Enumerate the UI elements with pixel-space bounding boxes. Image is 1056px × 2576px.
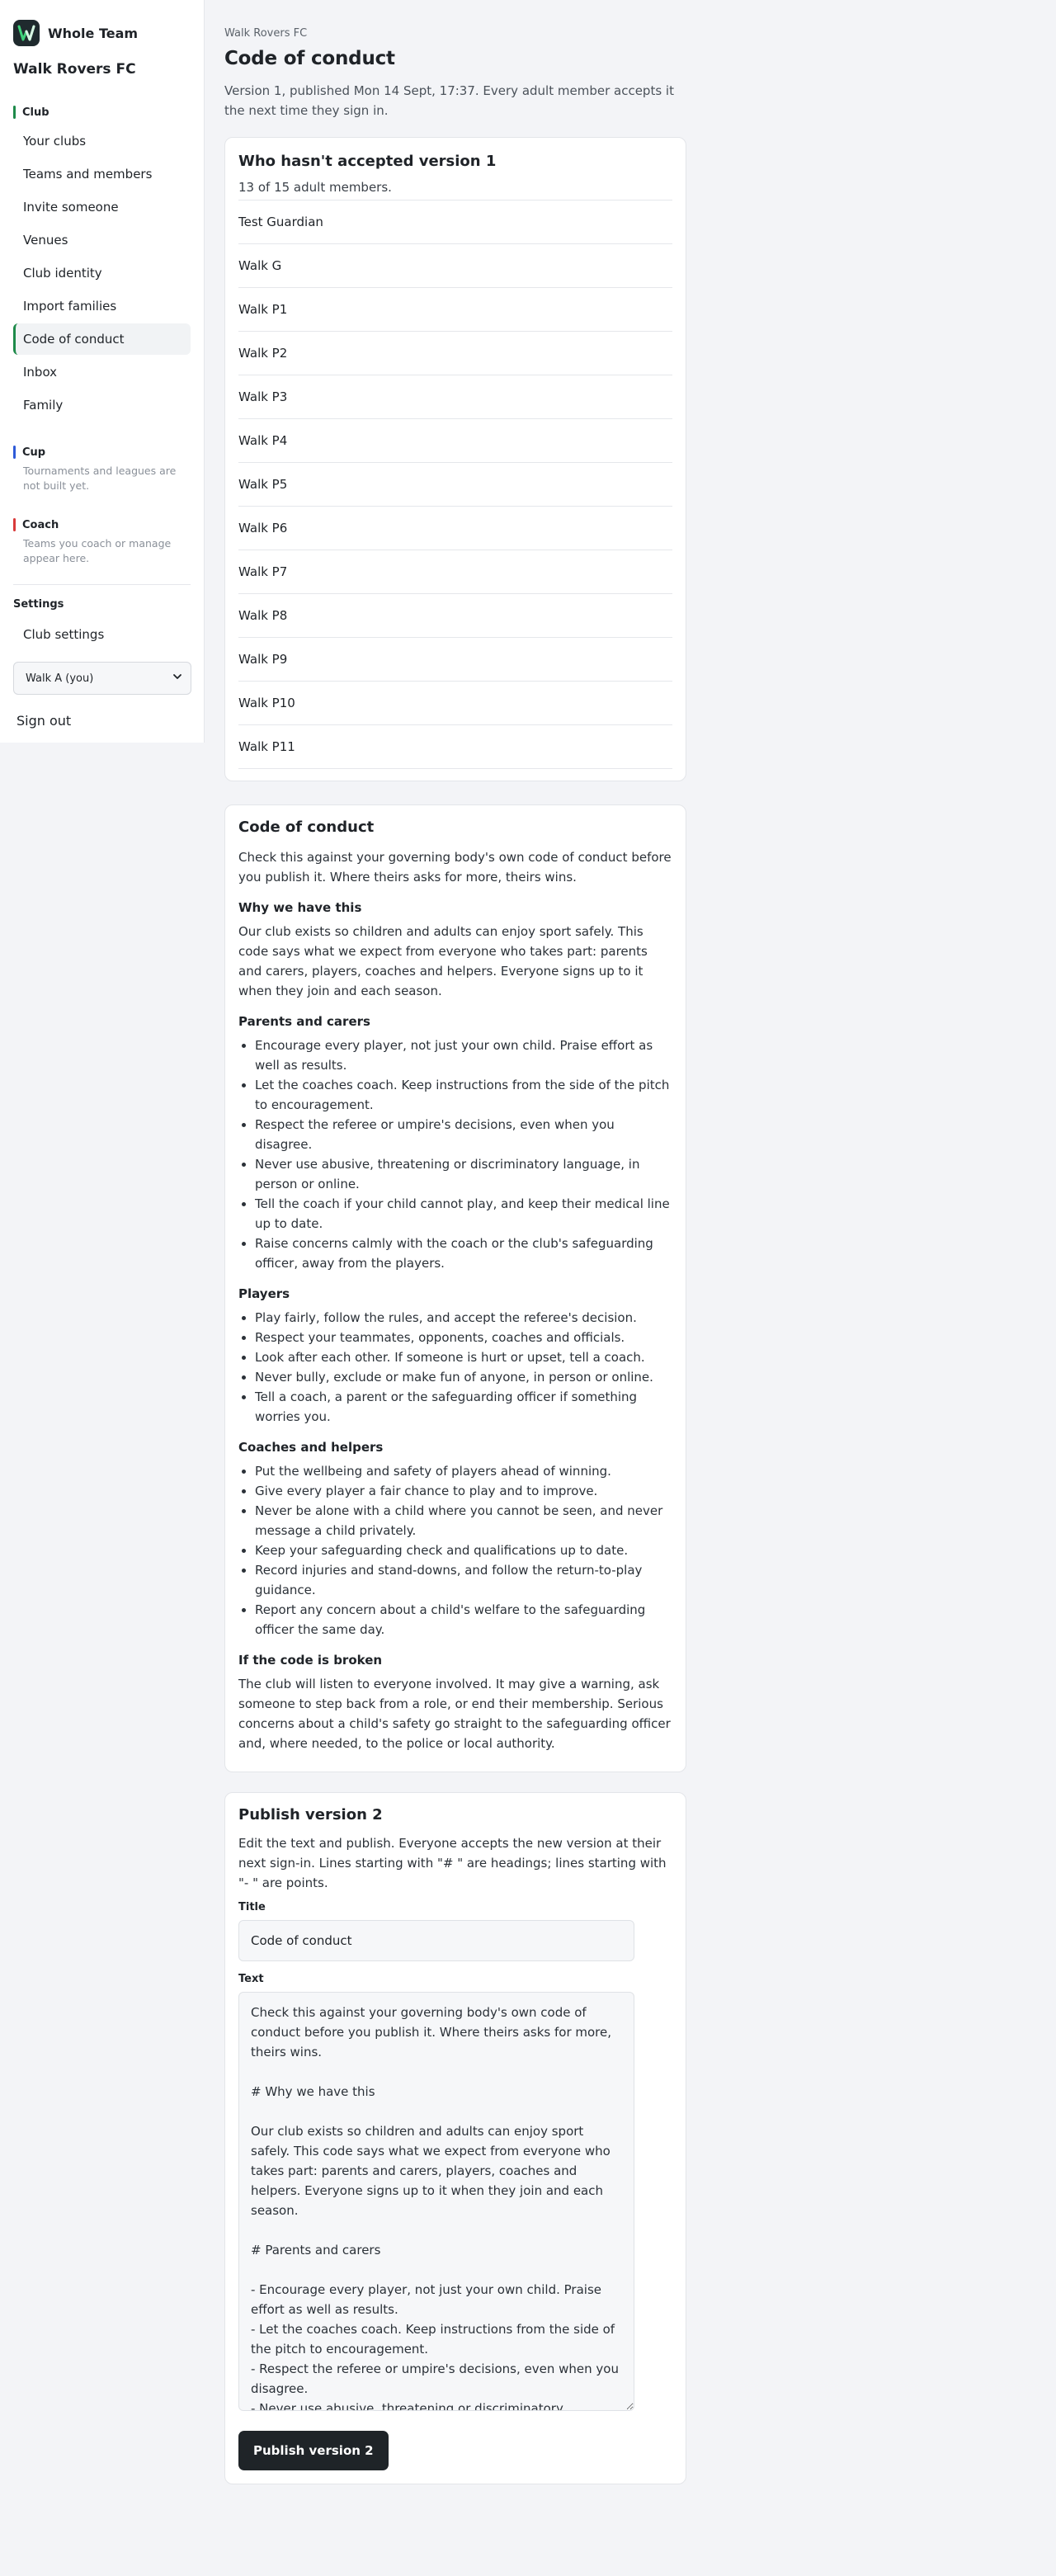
sidebar xyxy=(0,0,205,743)
sidebar-item-your-clubs[interactable]: Your clubs xyxy=(23,134,87,149)
main-content xyxy=(224,0,686,2484)
section-cup-label: Cup xyxy=(22,446,46,459)
section-cup-note: Tournaments and leagues are not built yet. xyxy=(23,465,177,492)
code-section-heading: Players xyxy=(238,1286,290,1301)
pending-count: 13 of 15 adult members. xyxy=(238,180,672,201)
publish-heading: Publish version 2 xyxy=(238,1806,383,1823)
list-item: Walk P9 xyxy=(238,638,672,682)
code-section-paragraph: The club will listen to everyone involved. It may give a warning, ask someone to step back from a role, or end their membership. Serious concerns about a child's safety go straight to the safeguarding officer and, where needed, to the police or local authority. xyxy=(238,1677,671,1751)
list-item: Walk P2 xyxy=(238,332,672,375)
section-cup-marker xyxy=(13,446,16,459)
section-coach-marker xyxy=(13,518,16,531)
list-item: Walk P5 xyxy=(238,463,672,507)
list-item: • Give every player a fair chance to play and to improve. xyxy=(255,1481,672,1501)
list-item: • Let the coaches coach. Keep instructions from the side of the pitch to encouragement. xyxy=(255,1075,672,1115)
chevron-down-icon xyxy=(172,672,182,685)
list-item: • Report any concern about a child's welfare to the safeguarding officer the same day. xyxy=(255,1600,672,1639)
code-section-heading: If the code is broken xyxy=(238,1653,383,1668)
section-club xyxy=(13,106,191,119)
publish-help-text: Edit the text and publish. Everyone accepts the new version at their next sign-in. Lines starting with "# " are headings; lines starting with "- " are points. xyxy=(238,1836,667,1890)
section-club-label: Club xyxy=(22,106,50,119)
sidebar-item-family[interactable]: Family xyxy=(23,398,64,413)
sidebar-item-invite-someone[interactable]: Invite someone xyxy=(23,200,119,215)
pending-heading: Who hasn't accepted version 1 xyxy=(238,153,497,170)
text-field-label: Text xyxy=(238,1973,264,1985)
list-item: Walk P1 xyxy=(238,288,672,332)
club-nav xyxy=(13,125,191,421)
list-item: • Put the wellbeing and safety of players ahead of winning. xyxy=(255,1461,672,1481)
sidebar-item-club-settings[interactable]: Club settings xyxy=(23,627,105,642)
code-of-conduct-card xyxy=(224,804,686,1772)
list-item: Walk P8 xyxy=(238,594,672,638)
sidebar-item-teams-and-members[interactable]: Teams and members xyxy=(23,167,153,182)
brand[interactable] xyxy=(13,20,191,46)
user-select[interactable] xyxy=(13,662,191,695)
code-section-heading: Parents and carers xyxy=(238,1014,370,1029)
list-item: Walk G xyxy=(238,244,672,288)
list-item: • Respect the referee or umpire's decisions, even when you disagree. xyxy=(255,1115,672,1154)
list-item: • Never use abusive, threatening or discriminatory language, in person or online. xyxy=(255,1154,672,1194)
list-item: • Look after each other. If someone is hurt or upset, tell a coach. xyxy=(255,1347,672,1367)
list-item: • Never be alone with a child where you cannot be seen, and never message a child privately. xyxy=(255,1501,672,1540)
code-section-paragraph: Our club exists so children and adults can enjoy sport safely. This code says what we expect from everyone who takes part: parents and carers, players, coaches and helpers. Everyone signs up to it when they join and each season. xyxy=(238,924,648,998)
pending-acceptance-card xyxy=(224,137,686,781)
list-item: Walk P11 xyxy=(238,725,672,769)
list-item: Walk P3 xyxy=(238,375,672,419)
code-points-list xyxy=(238,1461,672,1639)
code-section-heading: Coaches and helpers xyxy=(238,1440,384,1455)
sidebar-item-venues[interactable]: Venues xyxy=(23,233,68,248)
title-input[interactable] xyxy=(238,1920,634,1961)
text-textarea[interactable] xyxy=(238,1992,634,2411)
list-item: • Keep your safeguarding check and qualifications up to date. xyxy=(255,1540,672,1560)
app-name: Whole Team xyxy=(48,25,139,41)
code-points-list xyxy=(238,1036,672,1273)
title-field-label: Title xyxy=(238,1901,266,1913)
code-heading: Code of conduct xyxy=(238,819,375,836)
section-coach-label: Coach xyxy=(22,518,59,531)
list-item: • Tell the coach if your child cannot play, and keep their medical line up to date. xyxy=(255,1194,672,1234)
page-title: Code of conduct xyxy=(224,48,395,69)
section-coach xyxy=(13,518,191,531)
sidebar-item-inbox[interactable]: Inbox xyxy=(23,365,58,380)
breadcrumb[interactable]: Walk Rovers FC xyxy=(224,27,308,40)
club-name: Walk Rovers FC xyxy=(13,61,136,78)
list-item: • Raise concerns calmly with the coach or the club's safeguarding officer, away from the players. xyxy=(255,1234,672,1273)
code-section-heading: Why we have this xyxy=(238,900,362,915)
whole-team-logo-icon xyxy=(13,20,40,46)
sidebar-item-code-of-conduct[interactable]: Code of conduct xyxy=(13,323,191,355)
list-item: Walk P6 xyxy=(238,507,672,550)
sidebar-divider xyxy=(13,584,191,585)
list-item: Walk P10 xyxy=(238,682,672,725)
list-item: Test Guardian xyxy=(238,201,672,244)
page-subtitle: Version 1, published Mon 14 Sept, 17:37. Every adult member accepts it the next time they sign in. xyxy=(224,83,674,118)
section-coach-note: Teams you coach or manage appear here. xyxy=(23,537,172,564)
publish-card xyxy=(224,1792,686,2484)
sidebar-item-club-identity[interactable]: Club identity xyxy=(23,266,102,281)
sidebar-item-import-families[interactable]: Import families xyxy=(23,299,117,314)
list-item: Walk P7 xyxy=(238,550,672,594)
list-item: • Respect your teammates, opponents, coaches and officials. xyxy=(255,1328,672,1347)
pending-member-list xyxy=(238,201,672,769)
list-item: Walk P4 xyxy=(238,419,672,463)
list-item: • Never bully, exclude or make fun of anyone, in person or online. xyxy=(255,1367,672,1387)
publish-button[interactable]: Publish version 2 xyxy=(238,2431,389,2470)
list-item: • Play fairly, follow the rules, and accept the referee's decision. xyxy=(255,1308,672,1328)
list-item: • Encourage every player, not just your own child. Praise effort as well as results. xyxy=(255,1036,672,1075)
section-club-marker xyxy=(13,106,16,119)
sign-out-link[interactable]: Sign out xyxy=(16,712,72,729)
list-item: • Tell a coach, a parent or the safeguarding officer if something worries you. xyxy=(255,1387,672,1427)
section-cup xyxy=(13,446,191,459)
list-item: • Record injuries and stand-downs, and follow the return-to-play guidance. xyxy=(255,1560,672,1600)
code-points-list xyxy=(238,1308,672,1427)
code-intro: Check this against your governing body's own code of conduct before you publish it. Where theirs asks for more, theirs wins. xyxy=(238,850,672,885)
user-select-value: Walk A (you) xyxy=(26,672,94,685)
settings-nav xyxy=(13,619,191,650)
settings-label: Settings xyxy=(13,598,64,611)
